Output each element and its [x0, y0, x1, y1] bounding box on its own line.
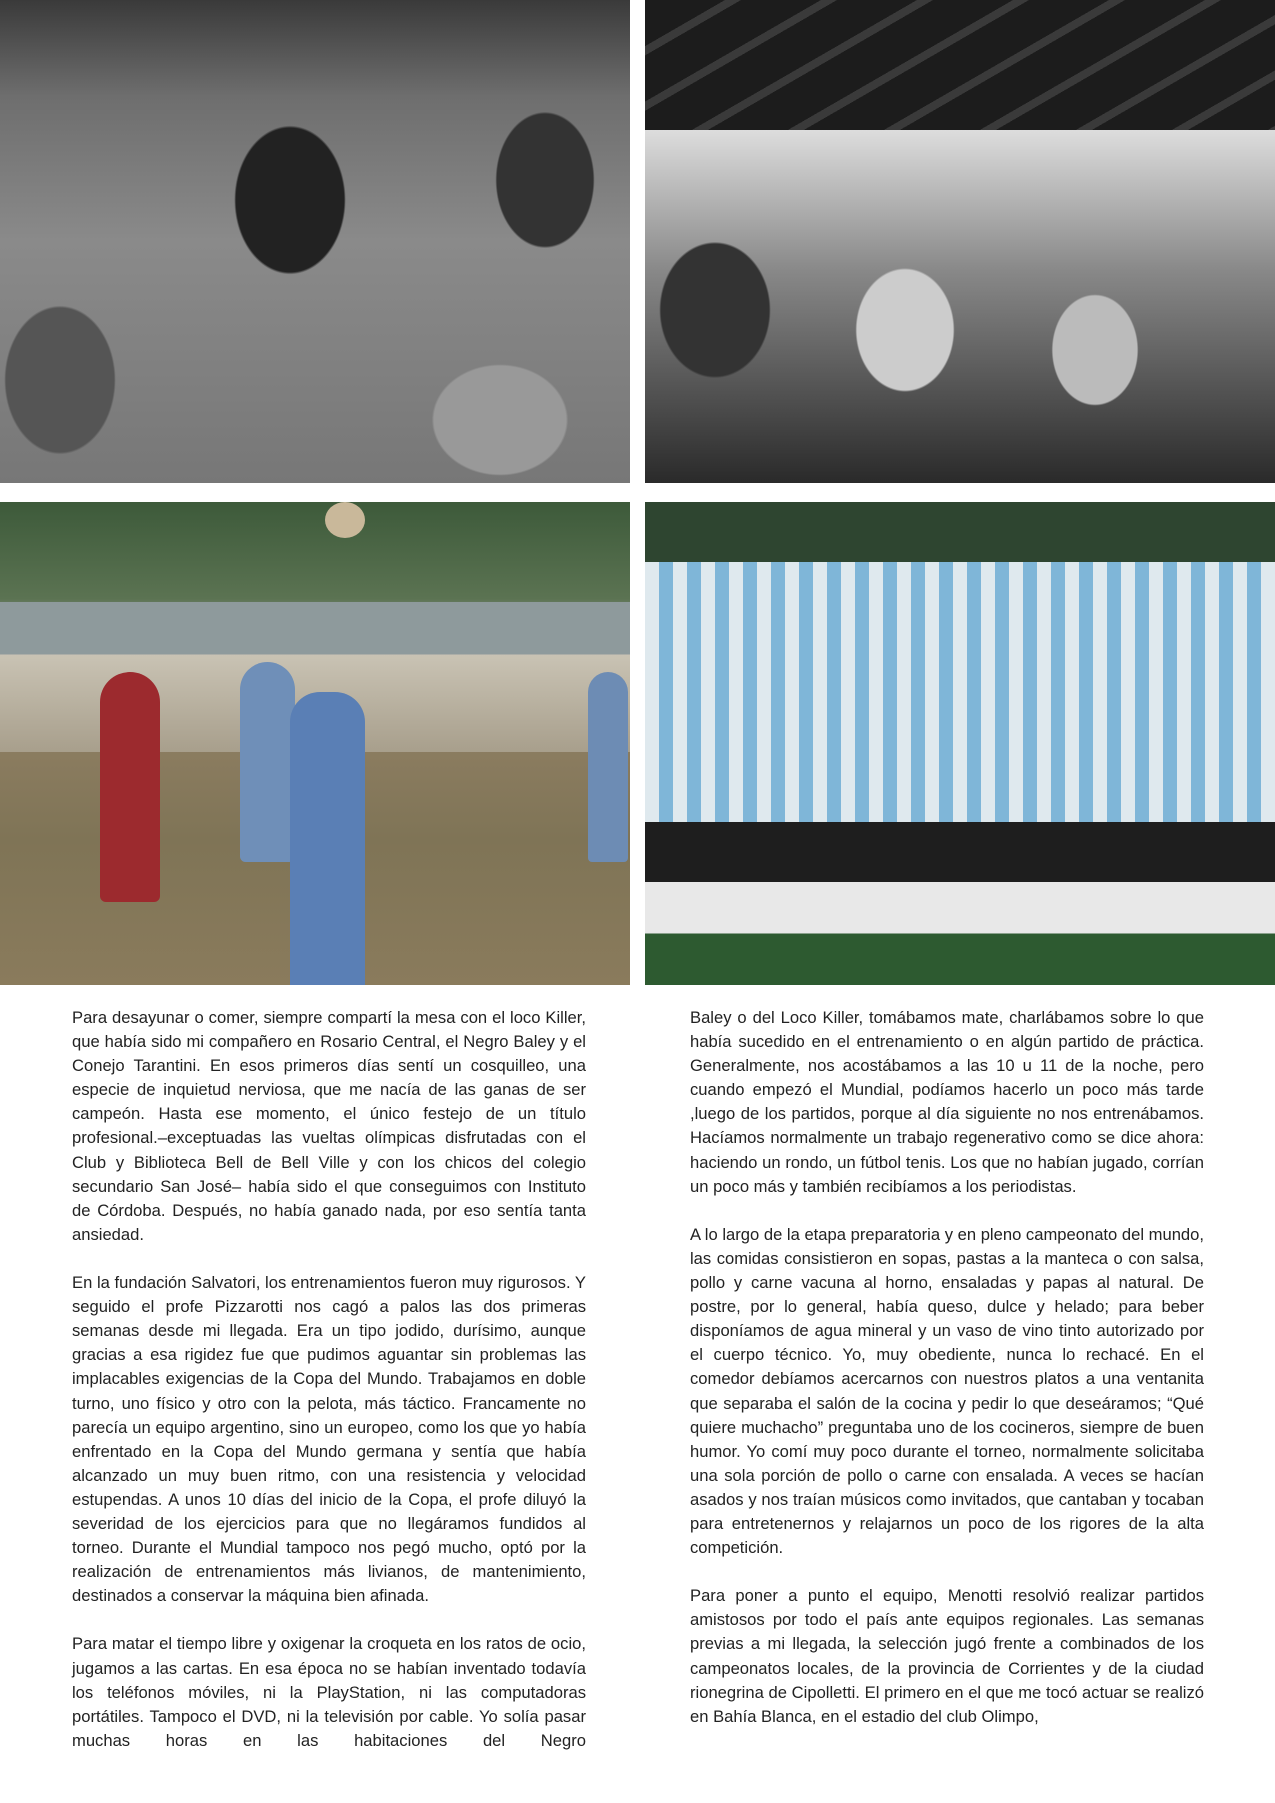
coach-with-reporters-photo	[645, 0, 1275, 483]
text-column-right	[690, 1006, 1204, 1753]
paragraph: Para matar el tiempo libre y oxigenar la croqueta en los ratos de ocio, jugamos a las cartas. En esa época no se habían inventado todavía los teléfonos móviles, ni la PlayStation, ni las computadoras portátiles. Tampoco el DVD, ni la televisión por cable. Yo solía pasar muchas horas en las habitaciones del Negro	[72, 1634, 586, 1750]
training-session-photo	[0, 502, 630, 985]
team-photo	[645, 502, 1275, 985]
paragraph: En la fundación Salvatori, los entrenamientos fueron muy rigurosos. Y seguido el profe Pizzarotti nos cagó a palos las dos primeras semanas desde mi llegada. Era un tipo jodido, durísimo, aunque gracias a esa rigidez fue que pudimos aguantar sin problemas las implacables exigencias de la Copa del Mundo. Trabajamos en doble turno, uno físico y otro con la pelota, más táctico. Francamente no parecía un equipo argentino, sino un europeo, como los que yo había enfrentado en la Copa del Mundo germana y sentía que había alcanzado un muy buen ritmo, con una resistencia y velocidad estupendas. A unos 10 días del inicio de la Copa, el profe diluyó la severidad de los ejercicios para que no llegáramos fundidos al torneo. Durante el Mundial tampoco nos pegó mucho, optó por la realización de entrenamientos más livianos, de mantenimiento, destinados a conservar la máquina bien afinada.	[72, 1273, 586, 1606]
paragraph: Baley o del Loco Killer, tomábamos mate, charlábamos sobre lo que había sucedido en el entrenamiento o en algún partido de práctica. Generalmente, nos acostábamos a las 10 u 11 de la noche, pero cuando empezó el Mundial, podíamos hacerlo un poco más tarde ,luego de los partidos, porque al día siguiente no nos entrenábamos. Hacíamos normalmente un trabajo regenerativo como se dice ahora: haciendo un rondo, un fútbol tenis. Los que no habían jugado, corrían un poco más y también recibíamos a los periodistas.	[690, 1008, 1204, 1196]
paragraph: Para poner a punto el equipo, Menotti resolvió realizar partidos amistosos por todo el país ante equipos regionales. Las semanas previas a mi llegada, la selección jugó frente a combinados de los campeonatos locales, de la provincia de Corrientes y de la ciudad rionegrina de Cipolletti. El primero en el que me tocó actuar se realizó en Bahía Blanca, en el estadio del club Olimpo,	[690, 1586, 1204, 1726]
coach-talking-to-players-photo	[0, 0, 630, 483]
paragraph: Para desayunar o comer, siempre compartí la mesa con el loco Killer, que había sido mi compañero en Rosario Central, el Negro Baley y el Conejo Tarantini. En esos primeros días sentí un cosquilleo, una especie de inquietud nerviosa, que me nacía de las ganas de ser campeón. Hasta ese momento, el único festejo de un título profesional.–exceptuadas las vueltas olímpicas disfrutadas con el Club y Biblioteca Bell de Bell Ville y con los chicos del colegio secundario San José– había sido el que conseguimos con Instituto de Córdoba. Después, no había ganado nada, por eso sentía tanta ansiedad.	[72, 1008, 586, 1244]
paragraph: A lo largo de la etapa preparatoria y en pleno campeonato del mundo, las comidas consistieron en sopas, pastas a la manteca o con salsa, pollo y carne vacuna al horno, ensaladas y papas al natural. De postre, por lo general, había queso, dulce y helado; para beber disponíamos de agua mineral y un vaso de vino tinto autorizado por el cuerpo técnico. Yo, muy obediente, nunca lo rechacé. En el comedor debíamos acercarnos con nuestros platos a una ventanita que separaba el salón de la cocina y pedir lo que deseáramos; “Qué quiere muchacho” preguntaba uno de los cocineros, siempre de buen humor. Yo comí muy poco durante el torneo, normalmente solicitaba una sola porción de pollo o carne con ensalada. A veces se hacían asados y nos traían músicos como invitados, que cantaban y tocaban para entretenernos y relajarnos un poco de los rigores de la alta competición.	[690, 1224, 1204, 1558]
text-column-left	[72, 1006, 586, 1777]
